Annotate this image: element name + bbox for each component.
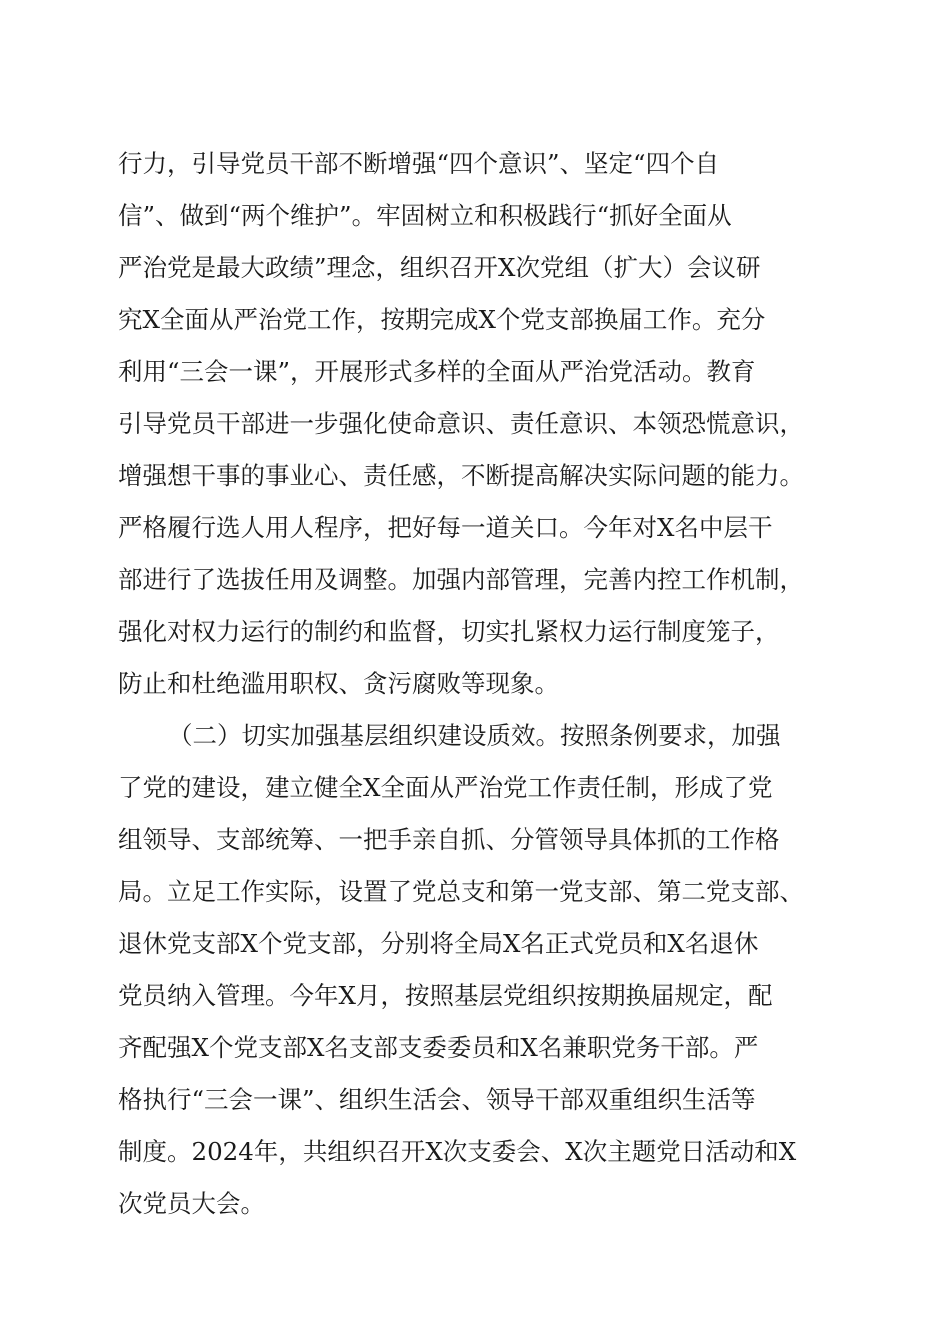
text-line: 制度。2024年，共组织召开X次支委会、X次主题党日活动和X [118, 1137, 797, 1166]
text-line: 格执行“三会一课”、组织生活会、领导干部双重组织生活等 [118, 1085, 756, 1114]
text-line: 严格履行选人用人程序，把好每一道关口。今年对X名中层干 [118, 513, 773, 542]
text-line: 防止和杜绝滥用职权、贪污腐败等现象。 [118, 669, 559, 698]
section-heading-line: （二）切实加强基层组织建设质效。按照条例要求，加强 [168, 721, 781, 750]
text-line: 局。立足工作实际，设置了党总支和第一党支部、第二党支部、 [118, 877, 804, 906]
text-line: 信”、做到“两个维护”。牢固树立和积极践行“抓好全面从 [118, 201, 732, 230]
text-line: 引导党员干部进一步强化使命意识、责任意识、本领恐慌意识， [118, 409, 804, 438]
text-line: 强化对权力运行的制约和监督，切实扎紧权力运行制度笼子， [118, 617, 780, 646]
text-line: 退休党支部X个党支部，分别将全局X名正式党员和X名退休 [118, 929, 759, 958]
text-line: 了党的建设，建立健全X全面从严治党工作责任制，形成了党 [118, 773, 773, 802]
text-line: 增强想干事的事业心、责任感，不断提高解决实际问题的能力。 [118, 461, 804, 490]
text-line: 严治党是最大政绩”理念，组织召开X次党组（扩大）会议研 [118, 253, 761, 282]
text-line: 部进行了选拔任用及调整。加强内部管理，完善内控工作机制， [118, 565, 804, 594]
text-line: 组领导、支部统筹、一把手亲自抓、分管领导具体抓的工作格 [118, 825, 780, 854]
text-line: 党员纳入管理。今年X月，按照基层党组织按期换届规定，配 [118, 981, 773, 1010]
text-line: 行力，引导党员干部不断增强“四个意识”、坚定“四个自 [118, 149, 720, 178]
text-line: 利用“三会一课”，开展形式多样的全面从严治党活动。教育 [118, 357, 756, 386]
text-line: 次党员大会。 [118, 1189, 265, 1218]
text-line: 齐配强X个党支部X名支部支委委员和X名兼职党务干部。严 [118, 1033, 759, 1062]
text-line: 究X全面从严治党工作，按期完成X个党支部换届工作。充分 [118, 305, 766, 334]
